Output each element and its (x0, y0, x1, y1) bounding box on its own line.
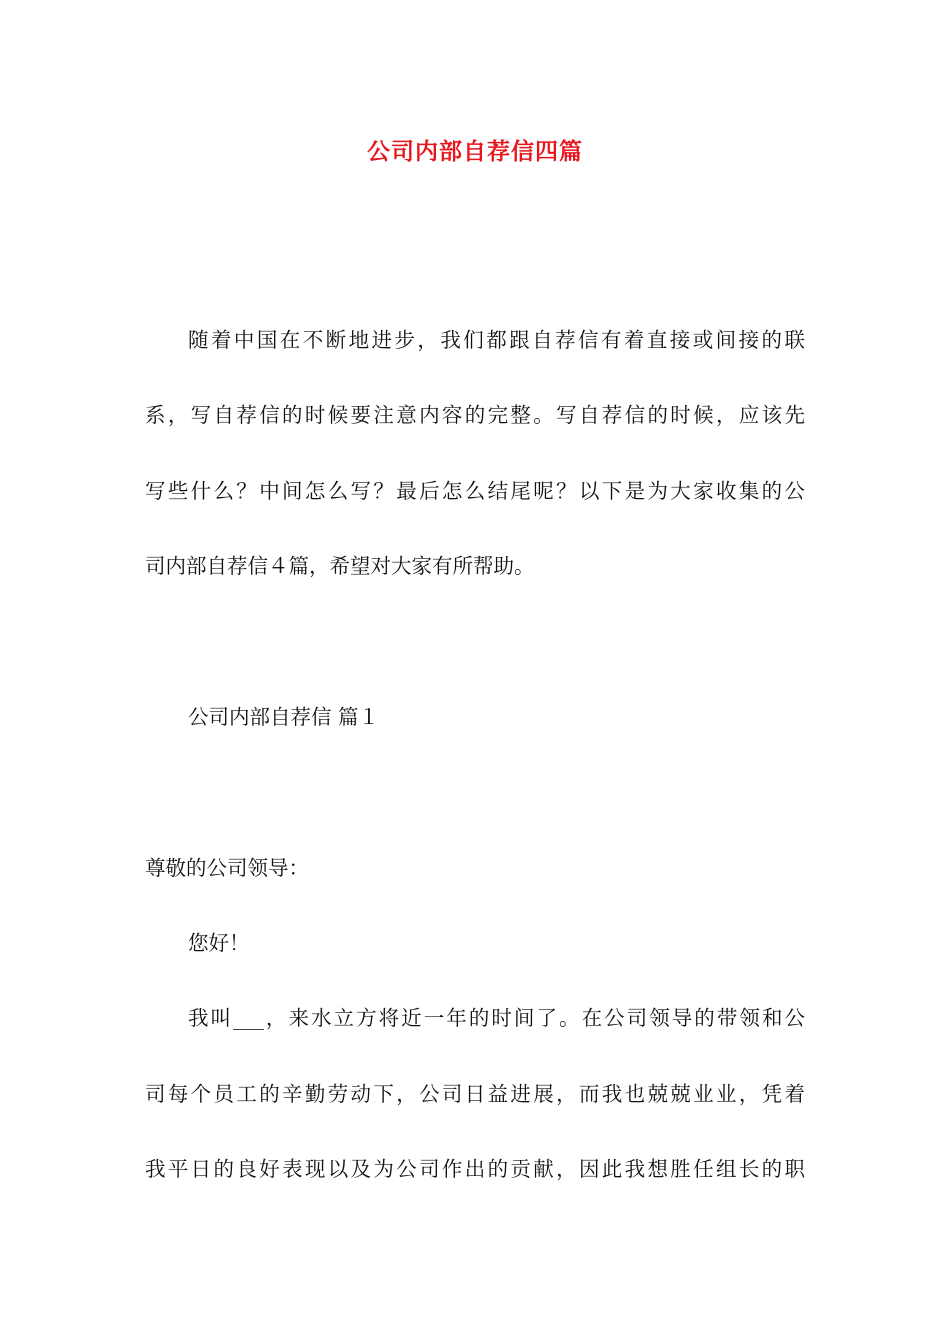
body-line-1: 我叫___，来水立方将近一年的时间了。在公司领导的带领和公 (188, 1006, 805, 1030)
body-line-2: 司每个员工的辛勤劳动下，公司日益进展，而我也兢兢业业，凭着 (145, 1082, 805, 1106)
intro-line-1: 随着中国在不断地进步，我们都跟自荐信有着直接或间接的联 (188, 328, 805, 352)
body-line-3: 我平日的良好表现以及为公司作出的贡献，因此我想胜任组长的职 (145, 1157, 805, 1181)
intro-line-3: 写些什么？中间怎么写？最后怎么结尾呢？以下是为大家收集的公 (145, 479, 805, 503)
intro-line-2: 系，写自荐信的时候要注意内容的完整。写自荐信的时候，应该先 (145, 403, 805, 427)
greeting: 您好！ (188, 931, 250, 955)
section-heading: 公司内部自荐信 篇１ (188, 705, 380, 729)
salutation: 尊敬的公司领导： (145, 856, 309, 880)
document-title: 公司内部自荐信四篇 (367, 138, 583, 165)
intro-line-4: 司内部自荐信４篇，希望对大家有所帮助。 (145, 554, 535, 578)
